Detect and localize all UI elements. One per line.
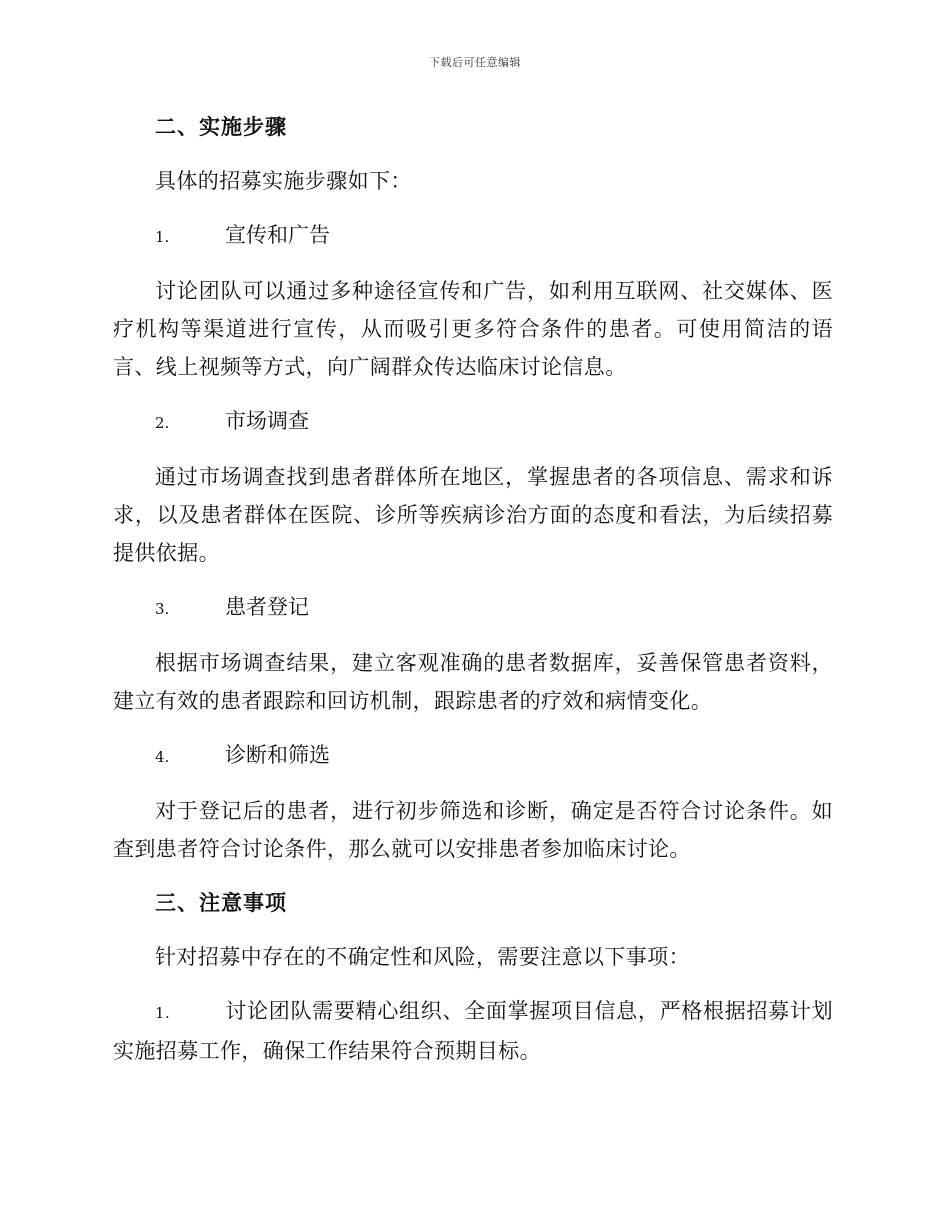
step-body: 讨论团队可以通过多种途径宣传和广告，如利用互联网、社交媒体、医疗机构等渠道进行宣传，从而吸引更多符合条件的患者。可使用简洁的语言、线上视频等方式，向广阔群众传达临床讨论信息。 xyxy=(113,279,833,379)
step-title: 市场调查 xyxy=(225,409,309,433)
step-number: 4. xyxy=(155,748,170,766)
step-title: 诊断和筛选 xyxy=(225,743,330,767)
note-number: 1. xyxy=(155,1004,171,1022)
step-item-title xyxy=(155,588,833,628)
steps-intro: 具体的招募实施步骤如下： xyxy=(155,169,412,193)
section-heading-notes: 三、注意事项 xyxy=(155,890,287,915)
notes-intro: 针对招募中存在的不确定性和风险，需要注意以下事项： xyxy=(155,945,690,969)
step-number: 1. xyxy=(155,228,170,246)
page-header: 下载后可任意编辑 xyxy=(429,56,521,69)
step-body: 通过市场调查找到患者群体所在地区，掌握患者的各项信息、需求和诉求，以及患者群体在医院、诊所等疾病诊治方面的态度和看法，为后续招募提供依据。 xyxy=(113,465,833,565)
step-number: 2. xyxy=(155,414,170,432)
document-body xyxy=(113,108,833,1086)
step-item-title xyxy=(155,736,833,776)
step-item-title xyxy=(155,216,833,256)
step-title: 患者登记 xyxy=(225,595,309,619)
section-heading-steps: 二、实施步骤 xyxy=(155,114,287,139)
note-text: 讨论团队需要精心组织、全面掌握项目信息，严格根据招募计划实施招募工作，确保工作结果符合预期目标。 xyxy=(113,999,833,1063)
step-title: 宣传和广告 xyxy=(225,223,330,247)
step-item-title xyxy=(155,402,833,442)
step-body: 对于登记后的患者，进行初步筛选和诊断，确定是否符合讨论条件。如查到患者符合讨论条件，那么就可以安排患者参加临床讨论。 xyxy=(113,799,833,861)
step-number: 3. xyxy=(155,600,170,618)
step-body: 根据市场调查结果，建立客观准确的患者数据库，妥善保管患者资料，建立有效的患者跟踪和回访机制，跟踪患者的疗效和病情变化。 xyxy=(113,651,833,713)
note-item xyxy=(113,992,833,1070)
